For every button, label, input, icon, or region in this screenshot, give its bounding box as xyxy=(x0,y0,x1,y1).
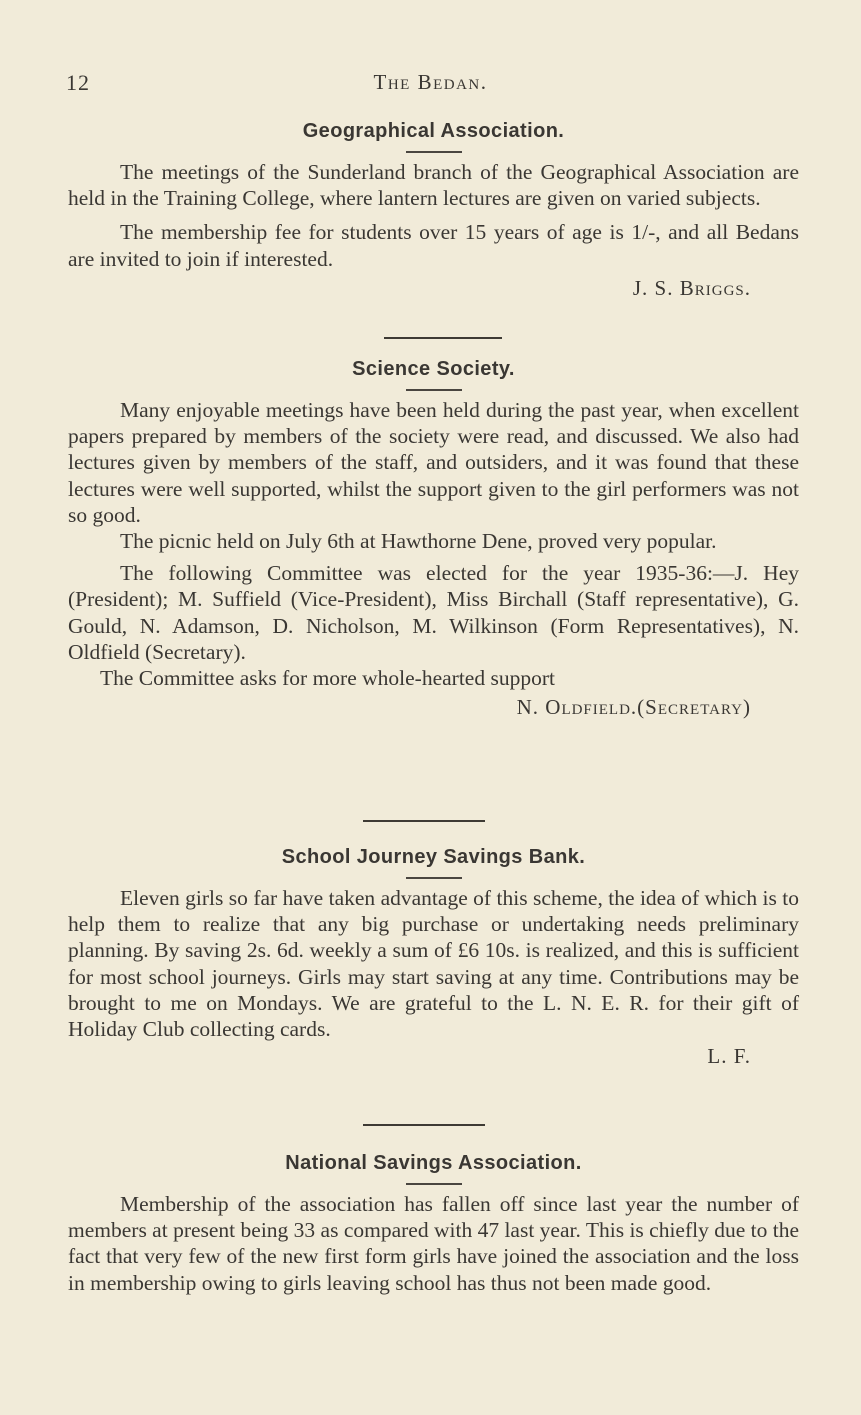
section-science-society xyxy=(68,358,799,720)
signature: L. F. xyxy=(707,1044,751,1069)
running-head xyxy=(0,70,861,104)
paragraph: Many enjoyable meetings have been held during the past year, when excellent papers prepared by members of the society were read, and discussed. We also had lectures given by members of the staff, and outsiders, and it was found that these lectures were well supported, whilst the support given to the girl performers was not so good. xyxy=(68,398,799,527)
heading-rule xyxy=(406,1183,462,1185)
section-divider xyxy=(384,337,502,339)
section-geographical-association xyxy=(68,120,799,301)
paragraph: The Committee asks for more whole-hearted support xyxy=(100,666,555,691)
signature: N. Oldfield.(Secretary) xyxy=(516,695,751,720)
paragraph: The following Committee was elected for the year 1935-36:—J. Hey (President); M. Suffield (Vice-President), Miss Birchall (Staff representative), G. Gould, N. Adamson, D. Nicholson, M. Wilkinson (Form Representatives), N. Oldfield (Secretary). xyxy=(68,561,799,664)
section-divider xyxy=(363,820,485,822)
section-heading: Geographical Association. xyxy=(302,120,565,142)
journal-title: The Bedan. xyxy=(373,70,488,94)
heading-rule xyxy=(406,151,462,153)
paragraph: Eleven girls so far have taken advantage of this scheme, the idea of which is to help them to realize that any big purchase or undertaking needs preliminary planning. By saving 2s. 6d. weekly a sum of £6 10s. is realized, and this is sufficient for most school journeys. Girls may start saving at any time. Contributions may be brought to me on Mondays. We are grateful to the L. N. E. R. for their gift of Holiday Club collecting cards. xyxy=(68,886,799,1042)
section-national-savings-association xyxy=(68,1152,799,1296)
page-number: 12 xyxy=(66,70,90,95)
paragraph: Membership of the association has fallen off since last year the number of members at present being 33 as compared with 47 last year. This is chiefly due to the fact that very few of the new first form girls have joined the association and the loss in membership owing to girls leaving school has thus not been made good. xyxy=(68,1192,800,1295)
paragraph: The meetings of the Sunderland branch of the Geographical Association are held in the Training College, where lantern lectures are given on varied subjects. xyxy=(68,160,799,211)
signature: J. S. Briggs. xyxy=(632,275,751,300)
paragraph: The picnic held on July 6th at Hawthorne Dene, proved very popular. xyxy=(120,529,717,554)
heading-rule xyxy=(406,877,462,879)
section-heading: National Savings Association. xyxy=(285,1152,582,1174)
heading-rule xyxy=(406,389,462,391)
section-heading: School Journey Savings Bank. xyxy=(281,846,586,868)
section-divider xyxy=(363,1124,485,1126)
section-school-journey-savings-bank xyxy=(68,846,799,1069)
section-heading: Science Society. xyxy=(352,358,515,380)
paragraph: The membership fee for students over 15 years of age is 1/-, and all Bedans are invited to join if interested. xyxy=(68,220,799,271)
